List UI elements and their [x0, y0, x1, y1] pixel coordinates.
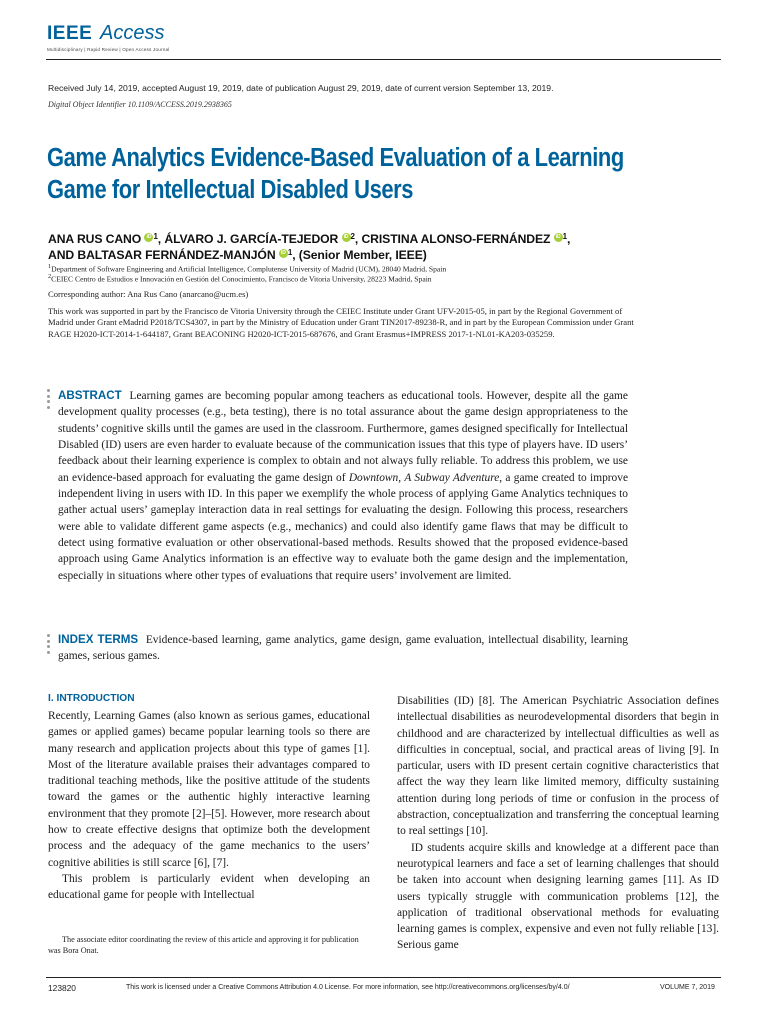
- affiliation-text: CEIEC Centro de Estudios e Innovación en Gestión del Conocimiento, Francisco de Vitoria University, 28223 Madrid, Spain: [51, 274, 432, 284]
- paper-title: Game Analytics Evidence-Based Evaluation of a Learning Game for Intellectual Disabled Users: [47, 144, 624, 204]
- author-name: , CRISTINA ALONSO-FERNÁNDEZ: [354, 232, 551, 246]
- affiliation-1: [48, 263, 446, 274]
- author-name: AND BALTASAR FERNÁNDEZ-MANJÓN: [48, 248, 276, 262]
- abstract-text: , a game created to improve independent living in users with ID. In this paper we exemplify the whole process of applying Game Analytics techniques to gather actual users’ gameplay interaction data in real settings for evaluating the design. Following this process, researchers were able to validate different game aspects (e.g., mechanics) and could also identify game flaws that may be difficult to detect using formative evaluation or other observational-based methods. Results showed that the proposed evidence-based approach using Game Analytics information is an effective way to evaluate both the game design and the implementation, especially in situations where other types of evaluations that require users’ involvement are limited.: [58, 471, 629, 582]
- author-affil-sup: 1: [287, 248, 293, 257]
- affiliation-number: 2: [48, 273, 52, 280]
- abstract-text: Learning games are becoming popular among teachers as educational tools. However, despite all the game development quality processes (e.g., beta testing), there is no total assurance about the game design appropriateness to the students’ cognitive skills until the games are used in the classroom. Furthermore, games designed specifically for Intellectual Disabled (ID) users are even harder to evaluate because of the communication issues that this type of players have. ID users’ feedback about their learning experience is complex to obtain and not always fully reliable. To address this problem, we use an evidence-based approach for evaluating the game design of: [58, 390, 628, 484]
- doi-line: Digital Object Identifier 10.1109/ACCESS.2019.2938365: [48, 100, 232, 109]
- page-number: 123820: [48, 983, 76, 993]
- header-divider: [46, 59, 721, 60]
- logo-tagline: Multidisciplinary | Rapid Review | Open Access Journal: [47, 47, 170, 52]
- right-column: [397, 693, 719, 954]
- paragraph: ID students acquire skills and knowledge at a different pace than neurotypical learners and face a set of learning challenges that should be taken into account when designing learning games [11]. As ID users typically struggle with communication problems [12], the application of traditional observational methods for evaluating learning games is complex, expensive and even not fully reliable [13]. Serious game: [397, 841, 719, 952]
- index-terms: [58, 632, 628, 665]
- volume-info: VOLUME 7, 2019: [660, 984, 715, 991]
- paragraph: Recently, Learning Games (also known as serious games, educational games or applied games) became popular learning tools so there are many research and application projects about this type of games [1]. Most of the literature available praises their advantages compared to traditional teaching methods, like the positive attitude of the students toward the games or the authentic highly interactive learning environment that they promote [2]–[5]. However, more research about how to create effective designs that optimize both the development process and the adequacy of the game mechanics to the users’ cognitive abilities is still scarce [6], [7].: [48, 710, 370, 869]
- author-separator: ,: [567, 232, 571, 246]
- author-line-2: [48, 248, 427, 262]
- author-membership: , (Senior Member, IEEE): [292, 248, 427, 262]
- abstract-separator: ,: [398, 471, 405, 484]
- orcid-icon[interactable]: iD: [144, 233, 153, 242]
- paragraph: Disabilities (ID) [8]. The American Psychiatric Association defines intellectual disabilities as neurodevelopmental disorders that begin in childhood and are characterized by intellectual difficulties as well as difficulties in conceptual, social, and practical areas of living [9]. In particular, users with ID present certain cognitive characteristics that affect the way they learn like limited memory, difficulty sustaining attention during long periods of time or confusion in the process of abstraction, conceptualization and transferring the conceptual learning to real settings [10].: [397, 695, 719, 838]
- publication-dates: Received July 14, 2019, accepted August 19, 2019, date of publication August 29, 2019, date of current version September 13, 2019.: [48, 83, 554, 93]
- author-affil-sup: 2: [350, 232, 355, 241]
- abstract: [58, 388, 628, 584]
- affiliation-2: [48, 273, 432, 284]
- funding-statement: This work was supported in part by the Francisco de Vitoria University through the CEIEC Institute under Grant UFV-2015-05, in part by the Regional Government of Madrid under Grant eMadrid P2018/TCS4307, in part by the Ministry of Education under Grant TIN2017-89238-R, and in part by the European Commission under Grant RAGE H2020-ICT-2014-1-644187, Grant BEACONING H2020-ICT-2015-687676, and Grant Erasmus+IMPRESS 2017-1-NL01-KA203-035259.: [48, 306, 634, 339]
- author-affil-sup: 1: [562, 232, 568, 241]
- index-terms-label: INDEX TERMS: [58, 633, 139, 646]
- game-subtitle: A Subway Adventure: [404, 471, 500, 484]
- paragraph: This problem is particularly evident when developing an educational game for people with Intellectual: [48, 872, 370, 902]
- author-line-1: [48, 232, 570, 246]
- orcid-icon[interactable]: iD: [554, 233, 563, 242]
- affiliation-text: Department of Software Engineering and Artificial Intelligence, Complutense University of Madrid (UCM), 28040 Madrid, Spain: [51, 264, 447, 274]
- orcid-icon[interactable]: iD: [342, 233, 351, 242]
- access-logo-text: Access: [100, 22, 165, 44]
- corresponding-author: Corresponding author: Ana Rus Cano (anarcano@ucm.es): [48, 289, 249, 299]
- affiliation-number: 1: [48, 263, 52, 270]
- license-notice: This work is licensed under a Creative Commons Attribution 4.0 License. For more information, see http://creativecommons.org/licenses/by/4.0/: [126, 984, 570, 991]
- orcid-icon[interactable]: iD: [279, 249, 288, 258]
- index-terms-text: Evidence-based learning, game analytics, game design, game evaluation, intellectual disability, learning games, serious games.: [58, 634, 628, 663]
- abstract-label: ABSTRACT: [58, 389, 122, 402]
- editor-footnote: The associate editor coordinating the review of this article and approving it for publication was Bora Onat.: [48, 935, 359, 955]
- abstract-marker-icon: [47, 389, 51, 411]
- ieee-logo-text: IEEE: [47, 23, 93, 44]
- footer-divider: [46, 977, 721, 978]
- section-heading: I. INTRODUCTION: [48, 693, 135, 704]
- left-column: [48, 708, 370, 904]
- author-name: , ÁLVARO J. GARCÍA-TEJEDOR: [157, 232, 339, 246]
- author-name: ANA RUS CANO: [48, 232, 142, 246]
- index-terms-marker-icon: [47, 634, 51, 656]
- author-affil-sup: 1: [153, 232, 158, 241]
- game-name: Downtown: [348, 471, 399, 484]
